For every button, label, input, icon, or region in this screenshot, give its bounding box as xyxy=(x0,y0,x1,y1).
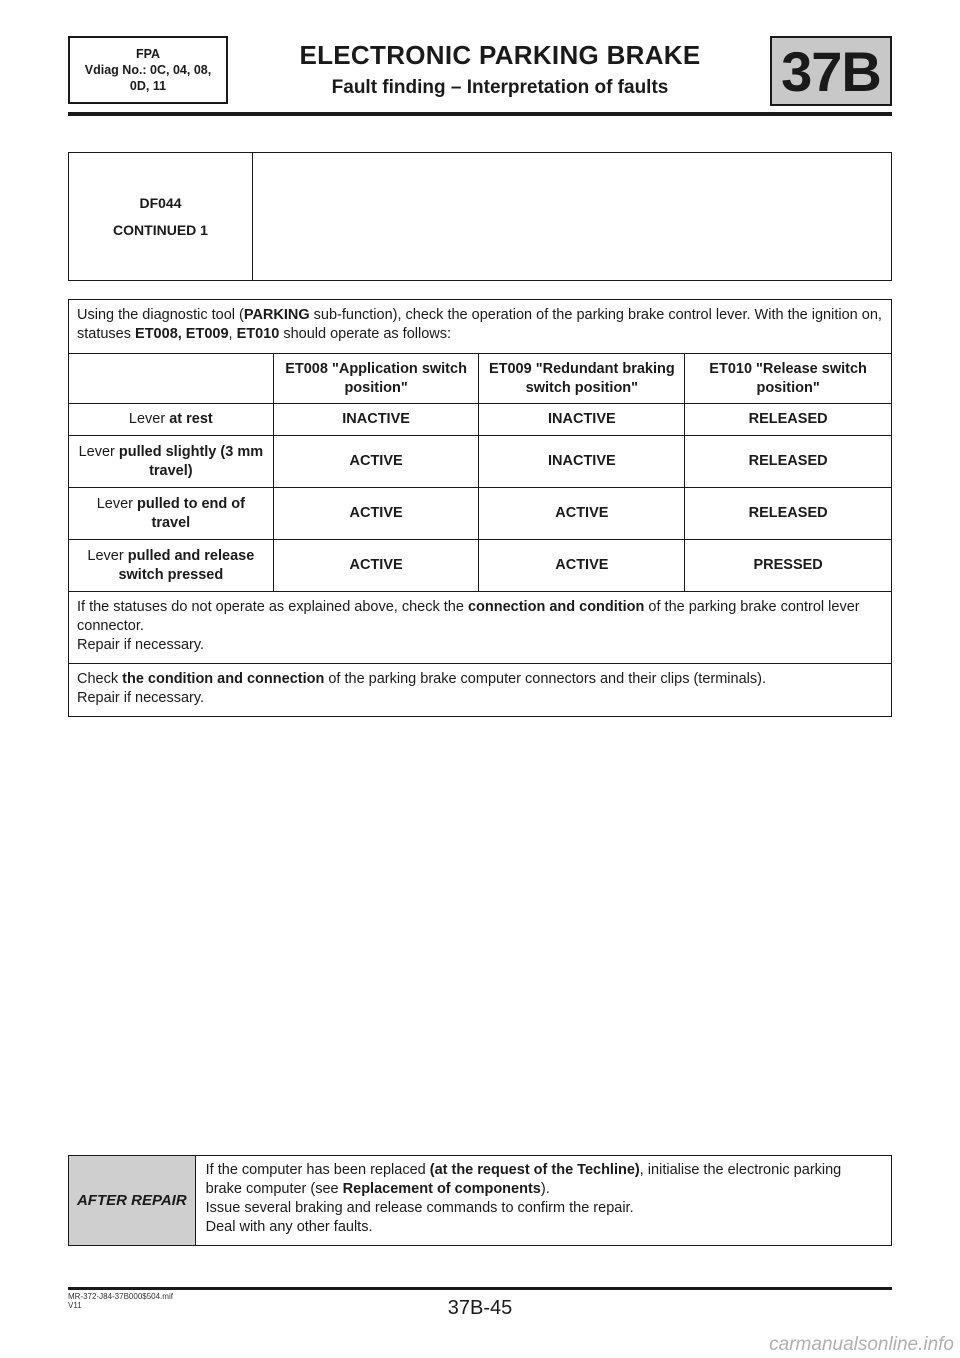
status-cell: INACTIVE xyxy=(273,404,479,436)
lever-state-cell: Lever at rest xyxy=(69,404,274,436)
check-computer-text: Check the condition and connection of the parking brake computer connectors and their clips (terminals). Repair if necessary. xyxy=(69,664,892,717)
status-cell: ACTIVE xyxy=(273,436,479,488)
check-connector-row xyxy=(69,592,892,664)
fault-code-cell xyxy=(69,153,253,280)
status-cell: ACTIVE xyxy=(273,488,479,540)
table-row xyxy=(69,540,892,592)
vehicle-info-box xyxy=(68,36,228,104)
after-repair-label: AFTER REPAIR xyxy=(69,1156,196,1245)
column-header: ET008 "Application switch position" xyxy=(273,354,479,404)
check-computer-row xyxy=(69,664,892,717)
intro-text: Using the diagnostic tool (PARKING sub-function), check the operation of the parking brake control lever. With the ignition on, statuses ET008, ET009, ET010 should operate as follows: xyxy=(69,300,892,354)
page-subtitle: Fault finding – Interpretation of faults xyxy=(331,77,669,98)
status-cell: ACTIVE xyxy=(479,488,685,540)
fault-code-box xyxy=(68,152,892,281)
watermark: carmanualsonline.info xyxy=(769,1334,954,1355)
fault-code-empty-cell xyxy=(253,153,891,280)
header-divider xyxy=(68,112,892,116)
vdiag-line-2: 0D, 11 xyxy=(129,79,167,93)
status-cell: RELEASED xyxy=(685,404,892,436)
vdiag-line-1: Vdiag No.: 0C, 04, 08, xyxy=(84,63,212,77)
column-header: ET010 "Release switch position" xyxy=(685,354,892,404)
status-cell: RELEASED xyxy=(685,488,892,540)
status-cell: ACTIVE xyxy=(479,540,685,592)
status-header-row xyxy=(69,354,892,404)
lever-state-cell: Lever pulled slightly (3 mm travel) xyxy=(69,436,274,488)
fpa-label: FPA xyxy=(135,47,161,61)
lever-state-cell: Lever pulled to end of travel xyxy=(69,488,274,540)
intro-row xyxy=(69,300,892,354)
column-header: ET009 "Redundant braking switch position" xyxy=(479,354,685,404)
diagnostic-table xyxy=(68,299,892,717)
section-code: 37B xyxy=(770,36,892,106)
after-repair-text: If the computer has been replaced (at the request of the Techline), initialise the electronic parking brake computer (see Replacement of components). Issue several braking and release commands to confirm the repair. Deal with any other faults. xyxy=(205,1162,842,1235)
status-cell: RELEASED xyxy=(685,436,892,488)
header-empty-cell xyxy=(69,354,274,404)
table-row xyxy=(69,404,892,436)
footer-divider xyxy=(68,1287,892,1290)
page-title: ELECTRONIC PARKING BRAKE xyxy=(299,40,701,70)
fault-code: DF044 xyxy=(139,194,182,211)
status-cell: ACTIVE xyxy=(273,540,479,592)
check-connector-text: If the statuses do not operate as explained above, check the connection and condition of the parking brake control lever connector. Repair if necessary. xyxy=(69,592,892,664)
table-row xyxy=(69,436,892,488)
lever-state-cell: Lever pulled and release switch pressed xyxy=(69,540,274,592)
continued-label: CONTINUED 1 xyxy=(113,221,208,238)
status-cell: INACTIVE xyxy=(479,404,685,436)
status-cell: INACTIVE xyxy=(479,436,685,488)
table-row xyxy=(69,488,892,540)
page-number: 37B-45 xyxy=(447,1297,513,1319)
status-cell: PRESSED xyxy=(685,540,892,592)
document-reference: MR-372-J84-37B000$504.mif V11 xyxy=(68,1292,173,1310)
after-repair-box xyxy=(68,1155,892,1246)
